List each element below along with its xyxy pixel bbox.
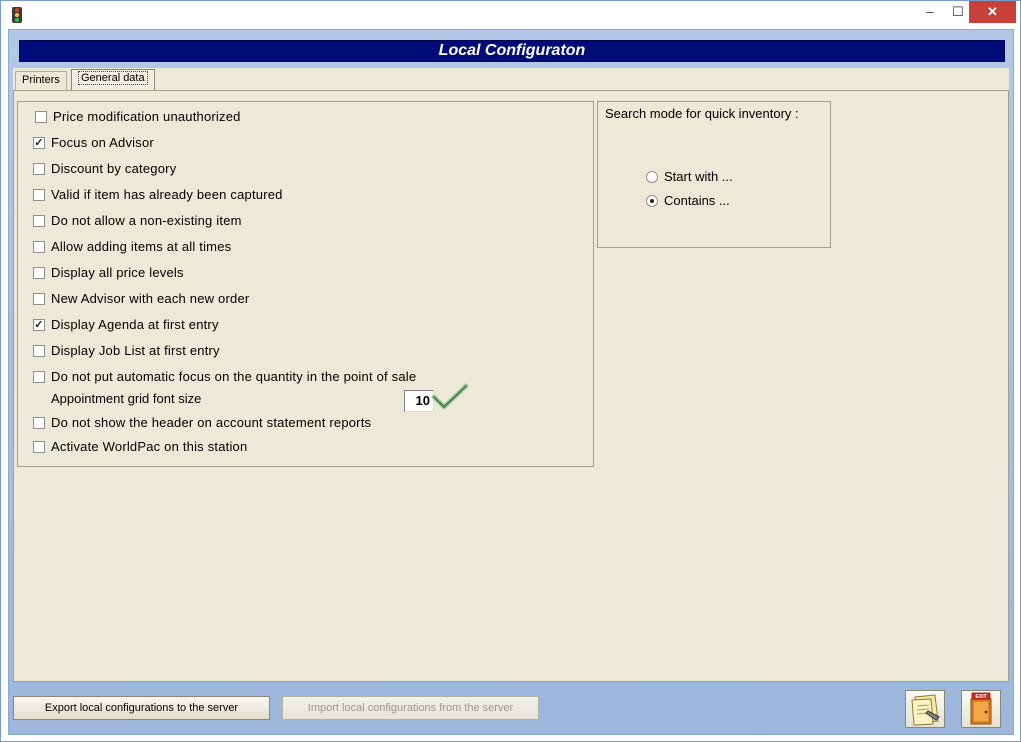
header-bar <box>19 40 1005 62</box>
font-size-input[interactable]: 10 <box>404 390 434 412</box>
option-label: Discount by category <box>51 161 177 176</box>
checkbox[interactable]: ✓ <box>34 319 44 331</box>
checkbox[interactable]: ✓ <box>34 137 44 149</box>
checkbox[interactable] <box>33 417 45 429</box>
option-label: Do not show the header on account statement reports <box>51 415 372 430</box>
tab-printers[interactable]: Printers <box>15 71 67 90</box>
radio-button[interactable] <box>646 171 658 183</box>
close-button[interactable]: ✕ <box>969 1 1016 23</box>
checkbox[interactable] <box>33 441 45 453</box>
option-label: Display Job List at first entry <box>51 343 220 358</box>
title-bar <box>1 1 1020 27</box>
option-label: Display Agenda at first entry <box>51 317 219 332</box>
notes-button[interactable] <box>905 690 945 728</box>
radio-button[interactable] <box>646 195 658 207</box>
exit-sign-text: EXIT <box>975 693 987 700</box>
checkbox[interactable] <box>33 189 45 201</box>
maximize-button[interactable]: ☐ <box>952 4 964 19</box>
option-label: Allow adding items at all times <box>51 239 232 254</box>
option-label: Do not allow a non-existing item <box>51 213 242 228</box>
general-options-group <box>17 101 594 467</box>
tab-strip <box>13 68 1009 90</box>
option-label: Price modification unauthorized <box>53 109 241 124</box>
checkbox[interactable] <box>33 163 45 175</box>
option-label: Do not put automatic focus on the quantity in the point of sale <box>51 369 417 384</box>
minimize-button[interactable]: – <box>926 4 934 19</box>
traffic-light-icon <box>12 7 22 23</box>
search-mode-title: Search mode for quick inventory : <box>605 106 799 121</box>
font-size-label: Appointment grid font size <box>51 391 202 406</box>
checkbox[interactable] <box>33 267 45 279</box>
exit-button[interactable] <box>961 690 1001 728</box>
checkbox[interactable] <box>33 241 45 253</box>
checkbox[interactable] <box>33 345 45 357</box>
search-mode-group <box>597 101 831 248</box>
option-label: Display all price levels <box>51 265 184 280</box>
notes-icon <box>906 691 944 727</box>
checkbox[interactable] <box>33 371 45 383</box>
general-data-page <box>13 90 1009 682</box>
checkbox[interactable] <box>33 215 45 227</box>
exit-door-icon <box>962 691 1000 727</box>
client-area <box>8 29 1014 735</box>
page-title: Local Configuraton <box>438 42 586 59</box>
option-label: Valid if item has already been captured <box>51 187 283 202</box>
option-label: New Advisor with each new order <box>51 291 250 306</box>
radio-label: Start with ... <box>664 169 733 184</box>
import-config-button[interactable]: Import local configurations from the server <box>282 696 539 720</box>
checkbox[interactable] <box>33 293 45 305</box>
confirm-check-icon[interactable] <box>431 383 469 411</box>
tab-general-data-label: General data <box>78 71 148 85</box>
option-label: Activate WorldPac on this station <box>51 439 248 454</box>
tab-general-data[interactable] <box>71 69 155 90</box>
checkbox[interactable] <box>35 111 47 123</box>
option-label: Focus on Advisor <box>51 135 154 150</box>
export-config-button[interactable]: Export local configurations to the server <box>13 696 270 720</box>
radio-label: Contains ... <box>664 193 730 208</box>
